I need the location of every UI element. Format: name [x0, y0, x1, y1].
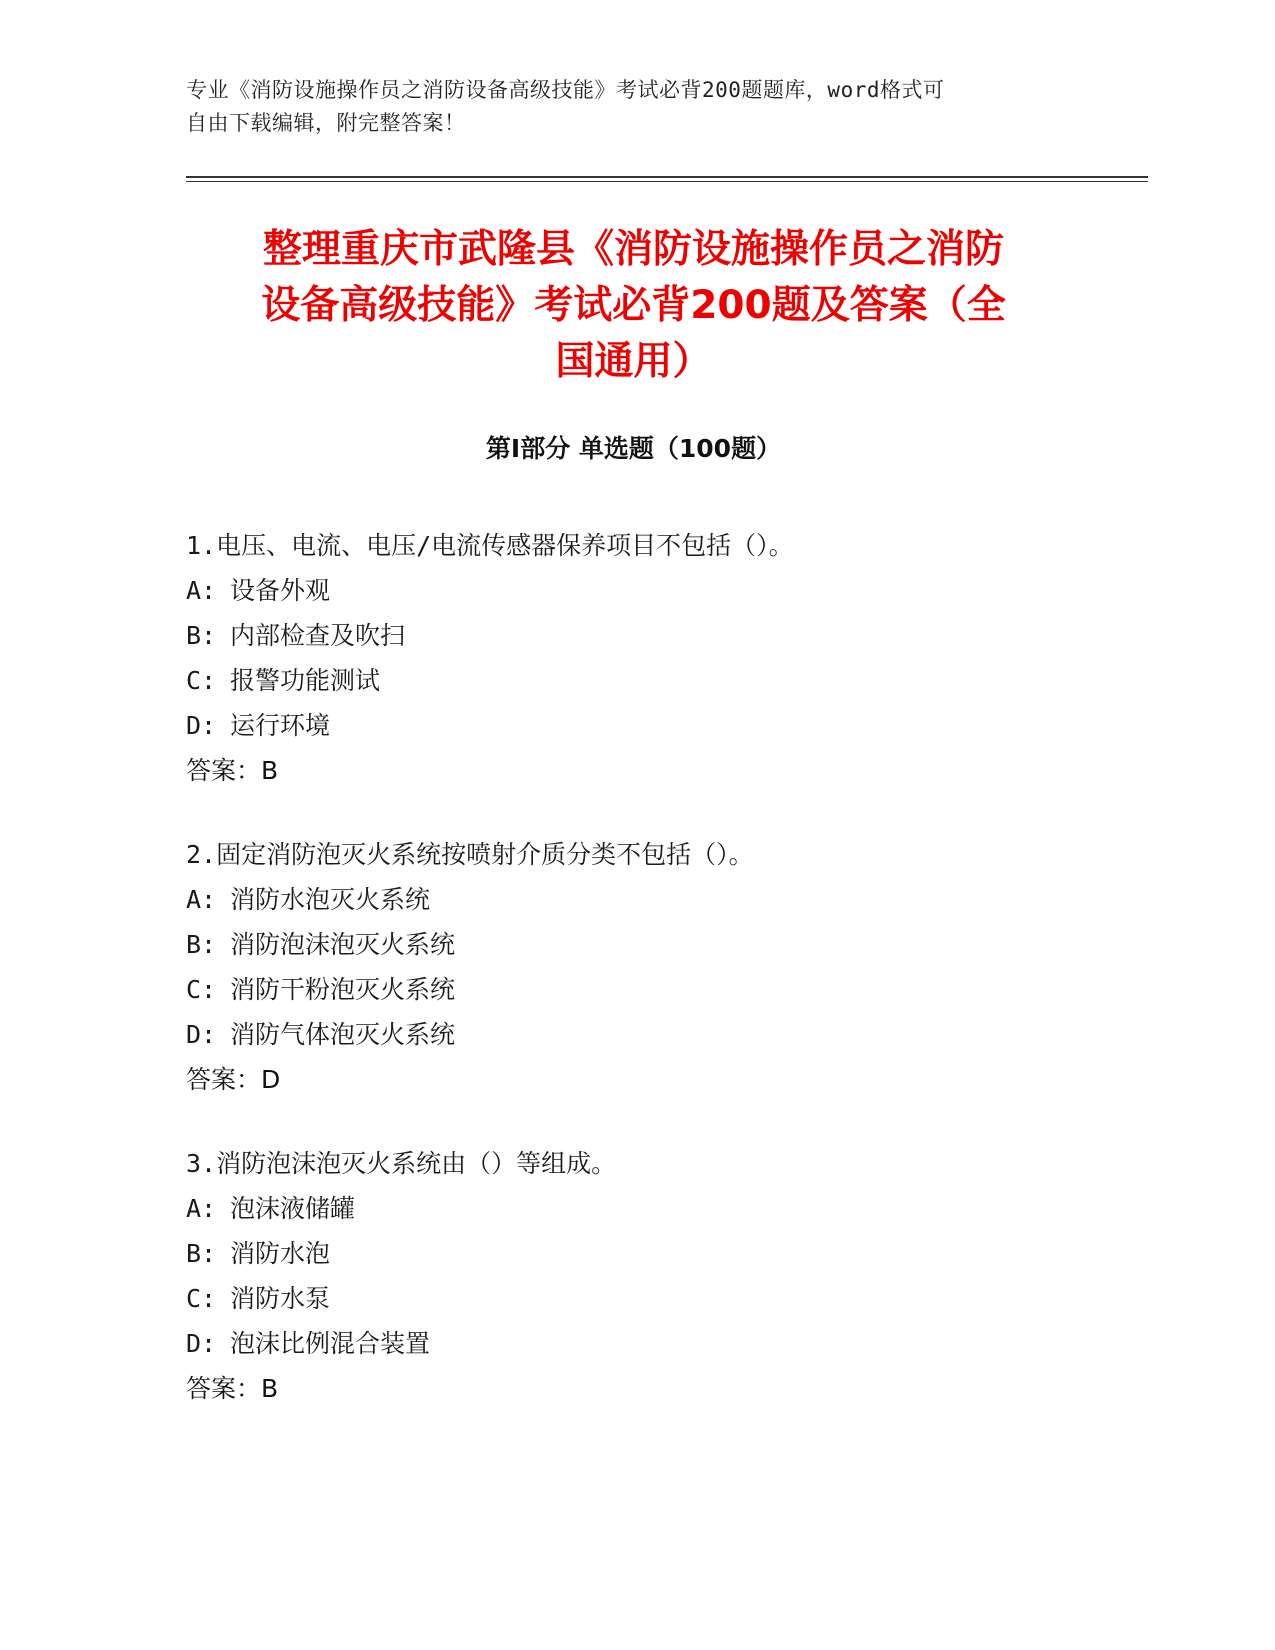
option-text: 消防气体泡灭火系统	[230, 1020, 456, 1049]
option-c	[186, 967, 1086, 1012]
option-key: A:	[186, 1194, 217, 1223]
option-text: 消防干粉泡灭火系统	[230, 975, 456, 1004]
document-title	[186, 222, 1081, 390]
section-title: 第Ⅰ部分 单选题（100题）	[485, 434, 782, 463]
option-a	[186, 1186, 1086, 1231]
option-key: D:	[186, 711, 217, 740]
option-key: C:	[186, 1284, 217, 1313]
option-key: B:	[186, 930, 217, 959]
option-key: D:	[186, 1020, 217, 1049]
header-divider-thin	[186, 181, 1148, 182]
header-note-line: 自由下载编辑，附完整答案！	[186, 111, 466, 135]
option-text: 消防水泵	[230, 1284, 331, 1313]
question-list	[186, 523, 1086, 1450]
option-key: C:	[186, 975, 217, 1004]
option-text: 内部检查及吹扫	[230, 621, 406, 650]
question-item	[186, 523, 1086, 793]
option-a	[186, 877, 1086, 922]
title-line: 整理重庆市武隆县《消防设施操作员之消防	[262, 227, 1004, 272]
option-b	[186, 613, 1086, 658]
question-stem: 1.电压、电流、电压/电流传感器保养项目不包括（）。	[186, 531, 794, 560]
option-c	[186, 1276, 1086, 1321]
question-stem: 3.消防泡沫泡灭火系统由（）等组成。	[186, 1149, 617, 1178]
question-item	[186, 832, 1086, 1102]
option-a	[186, 568, 1086, 613]
header-note	[186, 74, 1066, 140]
option-text: 运行环境	[230, 711, 331, 740]
option-d	[186, 1012, 1086, 1057]
option-b	[186, 1231, 1086, 1276]
header-divider	[186, 176, 1148, 178]
option-c	[186, 658, 1086, 703]
option-text: 报警功能测试	[230, 666, 381, 695]
option-text: 泡沫比例混合装置	[230, 1329, 431, 1358]
option-d	[186, 703, 1086, 748]
option-text: 消防水泡灭火系统	[230, 885, 431, 914]
answer-line: 答案：B	[186, 1374, 279, 1403]
option-text: 泡沫液储罐	[230, 1194, 356, 1223]
option-key: B:	[186, 1239, 217, 1268]
answer-line: 答案：B	[186, 756, 279, 785]
option-key: B:	[186, 621, 217, 650]
question-stem: 2.固定消防泡灭火系统按喷射介质分类不包括（）。	[186, 840, 754, 869]
option-d	[186, 1321, 1086, 1366]
title-line: 国通用）	[555, 339, 712, 384]
option-key: D:	[186, 1329, 217, 1358]
header-note-line: 专业《消防设施操作员之消防设备高级技能》考试必背200题题库，word格式可	[186, 78, 945, 102]
title-line: 设备高级技能》考试必背200题及答案（全	[261, 283, 1006, 328]
option-text: 消防泡沫泡灭火系统	[230, 930, 456, 959]
option-key: C:	[186, 666, 217, 695]
option-key: A:	[186, 885, 217, 914]
option-key: A:	[186, 576, 217, 605]
question-item	[186, 1141, 1086, 1411]
option-text: 消防水泡	[230, 1239, 331, 1268]
option-text: 设备外观	[230, 576, 331, 605]
answer-line: 答案：D	[186, 1065, 281, 1094]
option-b	[186, 922, 1086, 967]
